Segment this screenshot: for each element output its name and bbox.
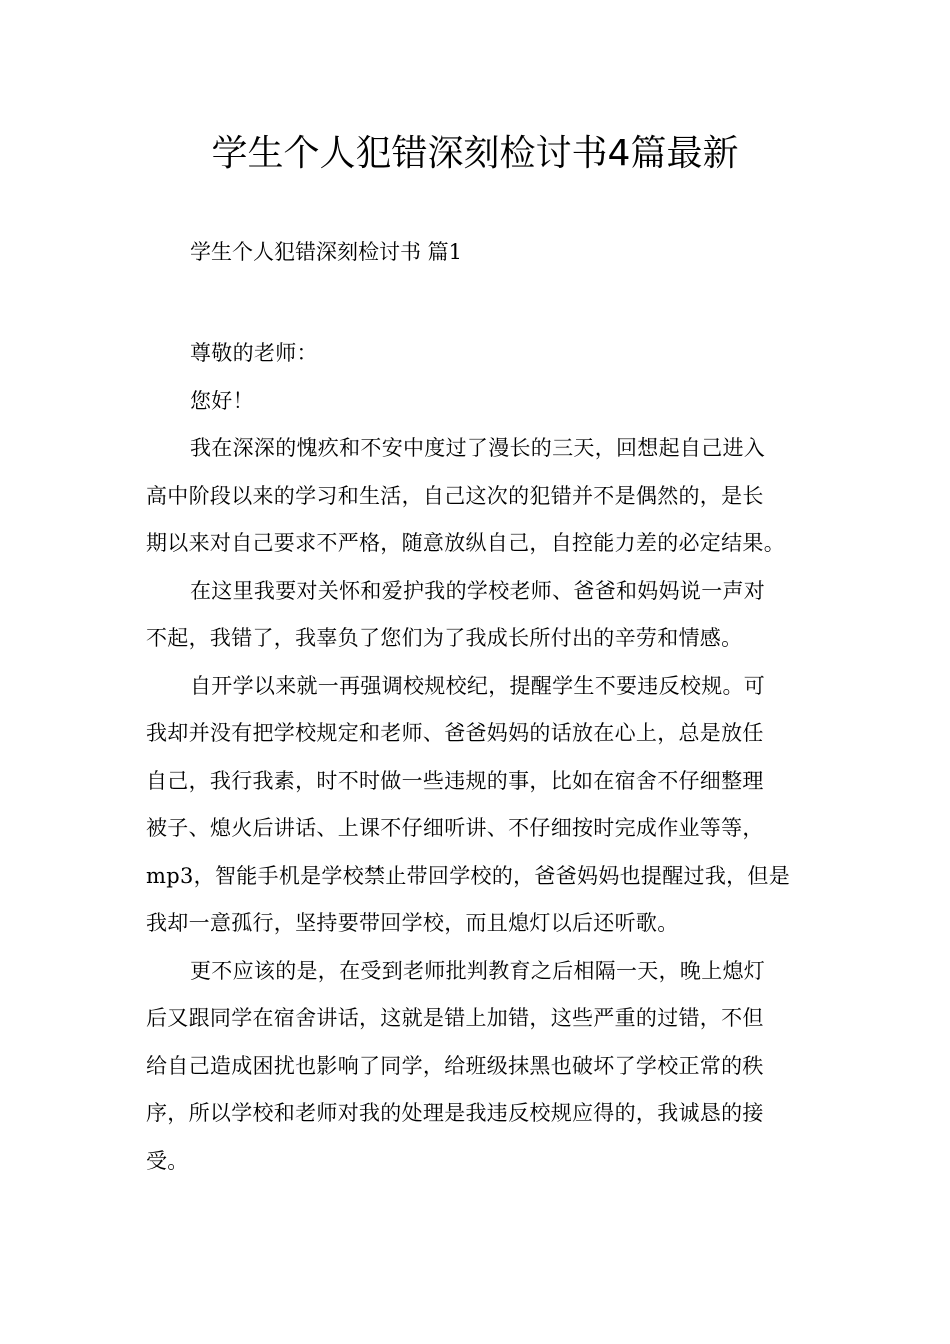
paragraph-2: [146, 568, 806, 663]
paragraph-line: 被子、熄火后讲话、上课不仔细听讲、不仔细按时完成作业等等，: [146, 816, 764, 840]
document-title: 学生个人犯错深刻检讨书4篇最新: [211, 133, 739, 174]
paragraph-1: [146, 425, 806, 568]
greeting: 您好！: [190, 388, 254, 413]
paragraph-4: [146, 948, 806, 1186]
paragraph-line: 受。: [146, 1148, 189, 1173]
paragraph-line: 自开学以来就一再强调校规校纪，提醒学生不要违反校规。可: [190, 673, 766, 698]
paragraph-line: mp3，智能手机是学校禁止带回学校的，爸爸妈妈也提醒过我，但是: [146, 863, 791, 888]
paragraph-line: 给自己造成困扰也影响了同学，给班级抹黑也破坏了学校正常的秩: [146, 1053, 764, 1078]
paragraph-line: 在这里我要对关怀和爱护我的学校老师、爸爸和妈妈说一声对: [190, 578, 766, 603]
salutation: 尊敬的老师：: [190, 341, 318, 365]
paragraph-line: 高中阶段以来的学习和生活，自己这次的犯错并不是偶然的，是长: [146, 483, 764, 508]
section-heading: 学生个人犯错深刻检讨书 篇1: [190, 240, 463, 264]
paragraph-line: 自己，我行我素，时不时做一些违规的事，比如在宿舍不仔细整理: [146, 768, 764, 793]
paragraph-line: 我在深深的愧疚和不安中度过了漫长的三天，回想起自己进入: [190, 436, 766, 460]
document-body: [146, 330, 806, 1185]
paragraph-3: [146, 663, 806, 948]
paragraph-line: 序，所以学校和老师对我的处理是我违反校规应得的，我诚恳的接: [146, 1101, 764, 1125]
paragraph-line: 我却一意孤行，坚持要带回学校，而且熄灯以后还听歌。: [146, 911, 679, 935]
paragraph-line: 不起，我错了，我辜负了您们为了我成长所付出的辛劳和情感。: [146, 626, 743, 650]
paragraph-line: 更不应该的是，在受到老师批判教育之后相隔一天，晚上熄灯: [190, 958, 766, 983]
paragraph-line: 后又跟同学在宿舍讲话，这就是错上加错，这些严重的过错，不但: [146, 1006, 764, 1030]
paragraph-line: 我却并没有把学校规定和老师、爸爸妈妈的话放在心上，总是放任: [146, 721, 764, 745]
paragraph-line: 期以来对自己要求不严格，随意放纵自己，自控能力差的必定结果。: [146, 531, 785, 555]
